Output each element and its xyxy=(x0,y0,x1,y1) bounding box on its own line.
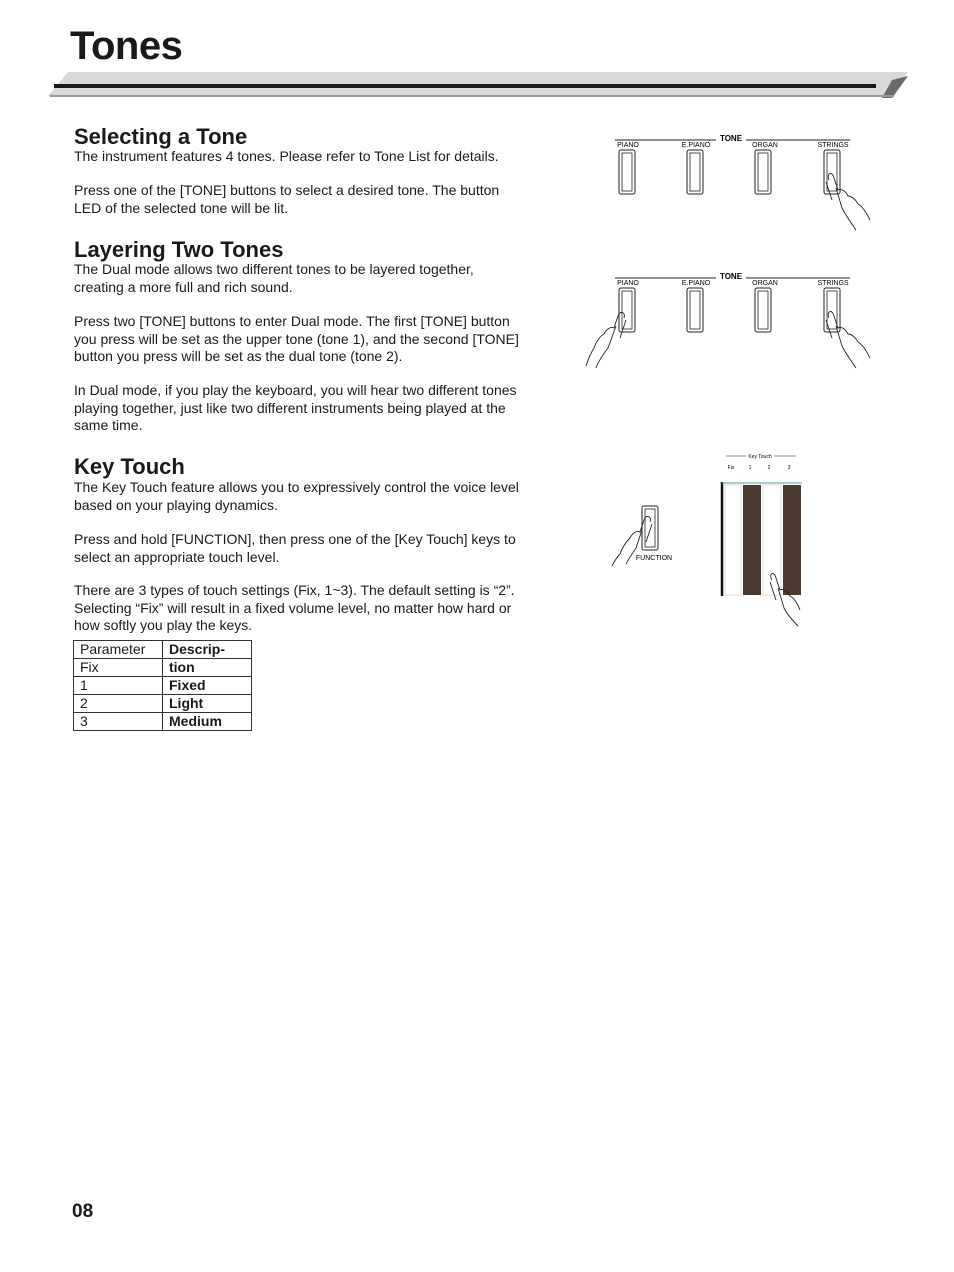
table-cell-description: Medium xyxy=(163,713,252,731)
table-cell-parameter: 3 xyxy=(74,713,163,731)
tone-select-illustration xyxy=(600,130,890,235)
section-heading-selecting: Selecting a Tone xyxy=(74,124,248,149)
selecting-paragraph-1: The instrument features 4 tones. Please refer to Tone List for details. xyxy=(74,148,499,164)
function-button-label: FUNCTION xyxy=(635,555,673,562)
table-row xyxy=(74,677,252,695)
page-number: 08 xyxy=(72,1201,94,1222)
tone-group-label: TONE xyxy=(719,134,743,143)
page-title: Tones xyxy=(70,24,183,68)
tone-button-label-organ: ORGAN xyxy=(752,280,778,287)
table-cell-description: tion xyxy=(163,659,252,677)
tone-button-label-epiano: E.PIANO xyxy=(681,280,711,287)
table-cell-parameter: 2 xyxy=(74,695,163,713)
tone-layer-illustration xyxy=(580,268,890,373)
keytouch-option-fix: Fix xyxy=(727,465,735,471)
keytouch-paragraph-2: Press and hold [FUNCTION], then press one of the [Key Touch] keys to select an appropriate touch level. xyxy=(74,531,516,565)
keytouch-option-3: 3 xyxy=(787,465,791,471)
tone-group-label: TONE xyxy=(719,272,743,281)
section-heading-layering: Layering Two Tones xyxy=(74,237,284,262)
keytouch-paragraph-3: There are 3 types of touch settings (Fix, 1~3). The default setting is “2”. Selecting “Fix” will result in a fixed volume level, no matter how hard or how softly you play the keys. xyxy=(74,582,515,633)
keytouch-option-2: 2 xyxy=(767,465,771,471)
tone-button-label-epiano: E.PIANO xyxy=(681,142,711,149)
title-banner xyxy=(46,70,912,102)
function-button[interactable] xyxy=(642,506,658,550)
layering-paragraph-2: Press two [TONE] buttons to enter Dual mode. The first [TONE] button you press will be set as the upper tone (tone 1), and the second [TONE] button you press will be set as the dual tone (tone 2). xyxy=(74,313,519,364)
tone-button-organ[interactable] xyxy=(755,150,771,194)
table-row xyxy=(74,641,252,659)
section-heading-keytouch: Key Touch xyxy=(74,454,185,479)
table-cell-description: Light xyxy=(163,695,252,713)
keytouch-parameter-table xyxy=(73,640,252,731)
layering-paragraph-1: The Dual mode allows two different tones to be layered together, creating a more full and rich sound. xyxy=(74,261,474,295)
table-cell-description: Descrip- xyxy=(163,641,252,659)
tone-button-epiano[interactable] xyxy=(687,288,703,332)
tone-button-label-strings: STRINGS xyxy=(817,280,849,287)
tone-button-label-strings: STRINGS xyxy=(817,142,849,149)
table-row xyxy=(74,713,252,731)
tone-button-label-organ: ORGAN xyxy=(752,142,778,149)
layering-paragraph-3: In Dual mode, if you play the keyboard, you will hear two different tones playing together, just like two different instruments being played at the same time. xyxy=(74,382,517,433)
table-row xyxy=(74,695,252,713)
table-cell-parameter: Fix xyxy=(74,659,163,677)
tone-button-piano[interactable] xyxy=(619,150,635,194)
keytouch-option-1: 1 xyxy=(748,465,752,471)
tone-button-organ[interactable] xyxy=(755,288,771,332)
tone-button-label-piano: PIANO xyxy=(617,142,639,149)
keytouch-illustration xyxy=(600,450,830,630)
table-row xyxy=(74,659,252,677)
table-cell-parameter: Parameter xyxy=(74,641,163,659)
keytouch-label: Key Touch xyxy=(748,454,772,460)
keyboard-keys[interactable] xyxy=(722,482,802,596)
table-cell-parameter: 1 xyxy=(74,677,163,695)
tone-button-label-piano: PIANO xyxy=(617,280,639,287)
selecting-paragraph-2: Press one of the [TONE] buttons to select a desired tone. The button LED of the selected tone will be lit. xyxy=(74,182,500,216)
tone-button-piano[interactable] xyxy=(619,288,635,332)
keytouch-paragraph-1: The Key Touch feature allows you to expressively control the voice level based on your playing dynamics. xyxy=(74,479,519,513)
tone-button-epiano[interactable] xyxy=(687,150,703,194)
table-cell-description: Fixed xyxy=(163,677,252,695)
